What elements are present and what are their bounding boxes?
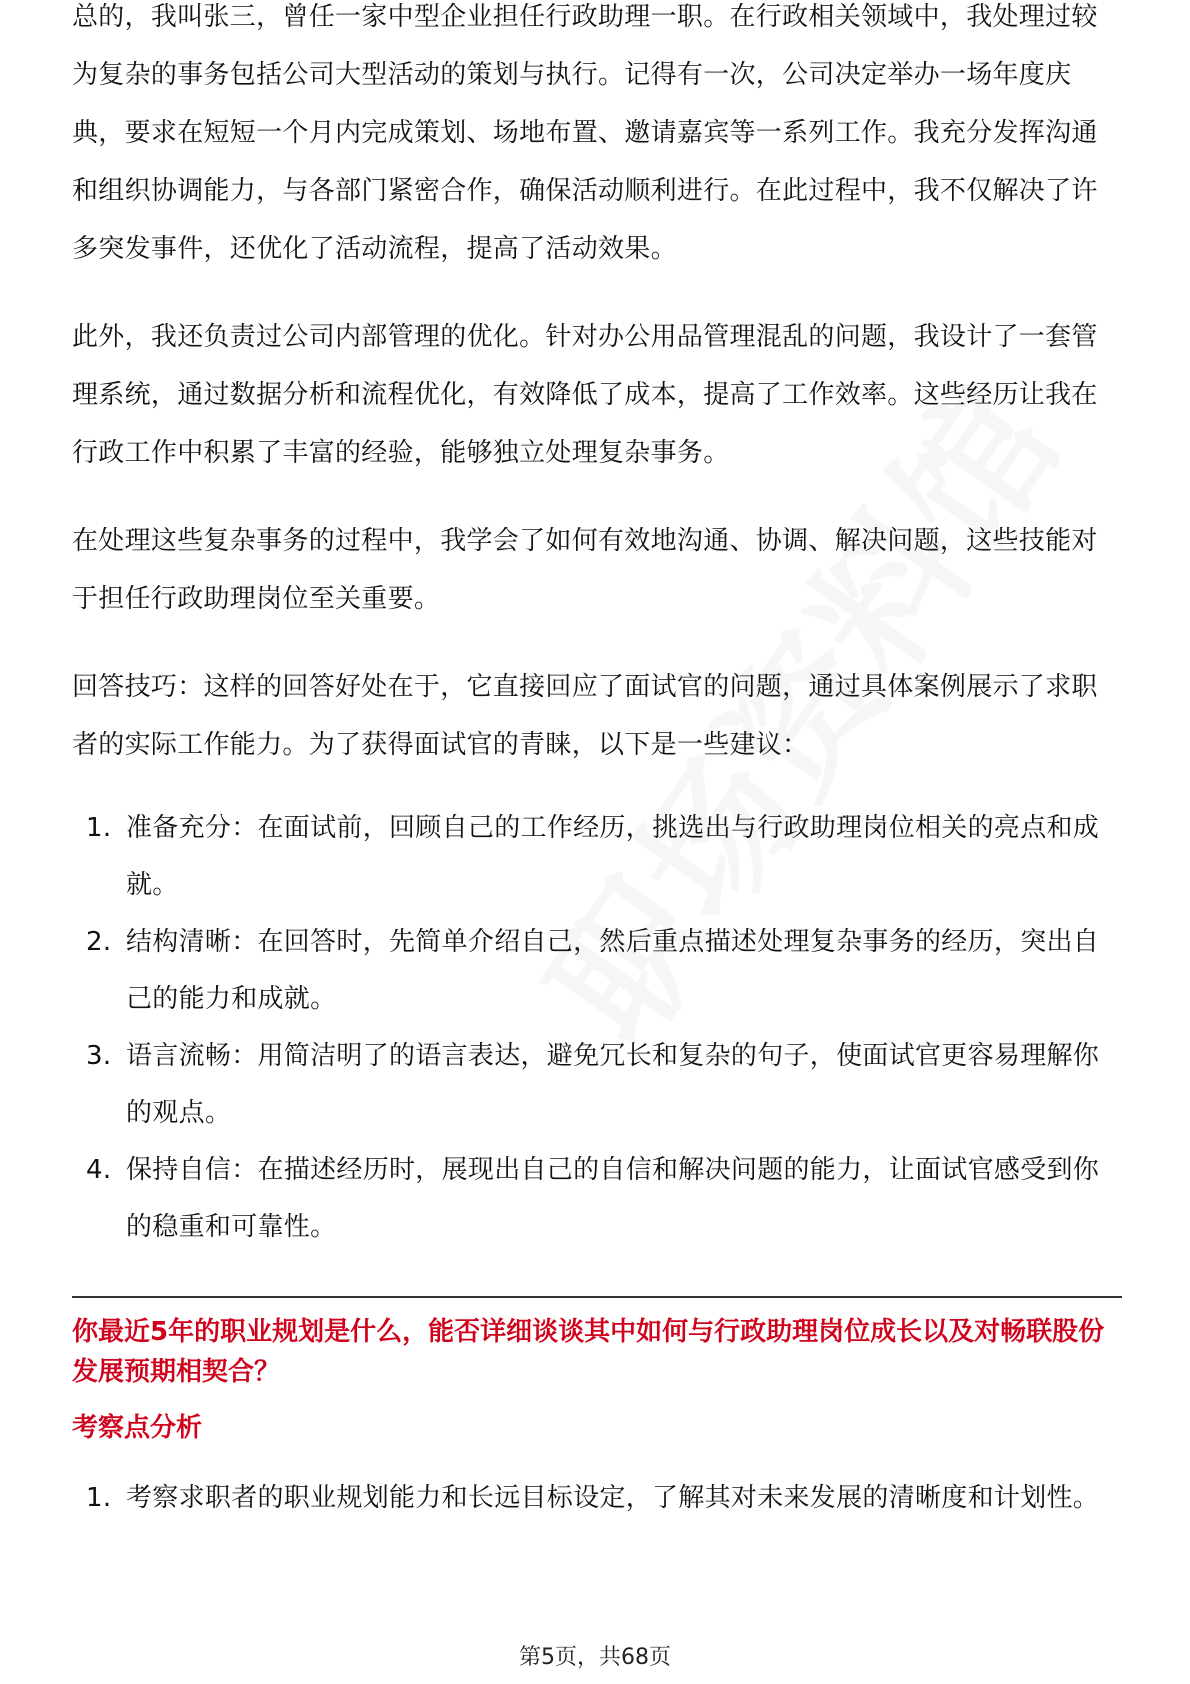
paragraph-experience: 总的，我叫张三，曾任一家中型企业担任行政助理一职。在行政相关领域中，我处理过较为复杂的事务包括公司大型活动的策划与执行。记得有一次，公司决定举办一场年度庆典，要求在短短一个月内完成策划、场地布置、邀请嘉宾等一系列工作。我充分发挥沟通和组织协调能力，与各部门紧密合作，确保活动顺利进行。在此过程中，我不仅解决了许多突发事件，还优化了活动流程，提高了活动效果。 [72,2,1098,264]
page-content [72,2,1122,1527]
list-item: 3. 语言流畅：用简洁明了的语言表达，避免冗长和复杂的句子，使面试官更容易理解你的观点。 [86,1041,1100,1128]
section-divider [72,1296,1122,1298]
list-item: 1. 准备充分：在面试前，回顾自己的工作经历，挑选出与行政助理岗位相关的亮点和成就。 [86,813,1100,900]
analysis-list [72,1470,1122,1527]
interview-question: 你最近5年的职业规划是什么，能否详细谈谈其中如何与行政助理岗位成长以及对畅联股份发展预期相契合？ [72,1317,1105,1387]
paragraph-skills: 在处理这些复杂事务的过程中，我学会了如何有效地沟通、协调、解决问题，这些技能对于担任行政助理岗位至关重要。 [72,526,1098,614]
list-item: 4. 保持自信：在描述经历时，展现出自己的自信和解决问题的能力，让面试官感受到你的稳重和可靠性。 [86,1155,1100,1242]
paragraph-management: 此外，我还负责过公司内部管理的优化。针对办公用品管理混乱的问题，我设计了一套管理系统，通过数据分析和流程优化，有效降低了成本，提高了工作效率。这些经历让我在行政工作中积累了丰富的经验，能够独立处理复杂事务。 [72,322,1098,468]
tips-list [72,800,1122,1256]
list-item: 1. 考察求职者的职业规划能力和长远目标设定，了解其对未来发展的清晰度和计划性。 [86,1483,1100,1513]
page-footer: 第5页，共68页 [519,1645,671,1670]
paragraph-answer-tips: 回答技巧：这样的回答好处在于，它直接回应了面试官的问题，通过具体案例展示了求职者的实际工作能力。为了获得面试官的青睐，以下是一些建议： [72,672,1098,760]
analysis-heading: 考察点分析 [72,1413,203,1443]
list-item: 2. 结构清晰：在回答时，先简单介绍自己，然后重点描述处理复杂事务的经历，突出自己的能力和成就。 [86,927,1100,1014]
